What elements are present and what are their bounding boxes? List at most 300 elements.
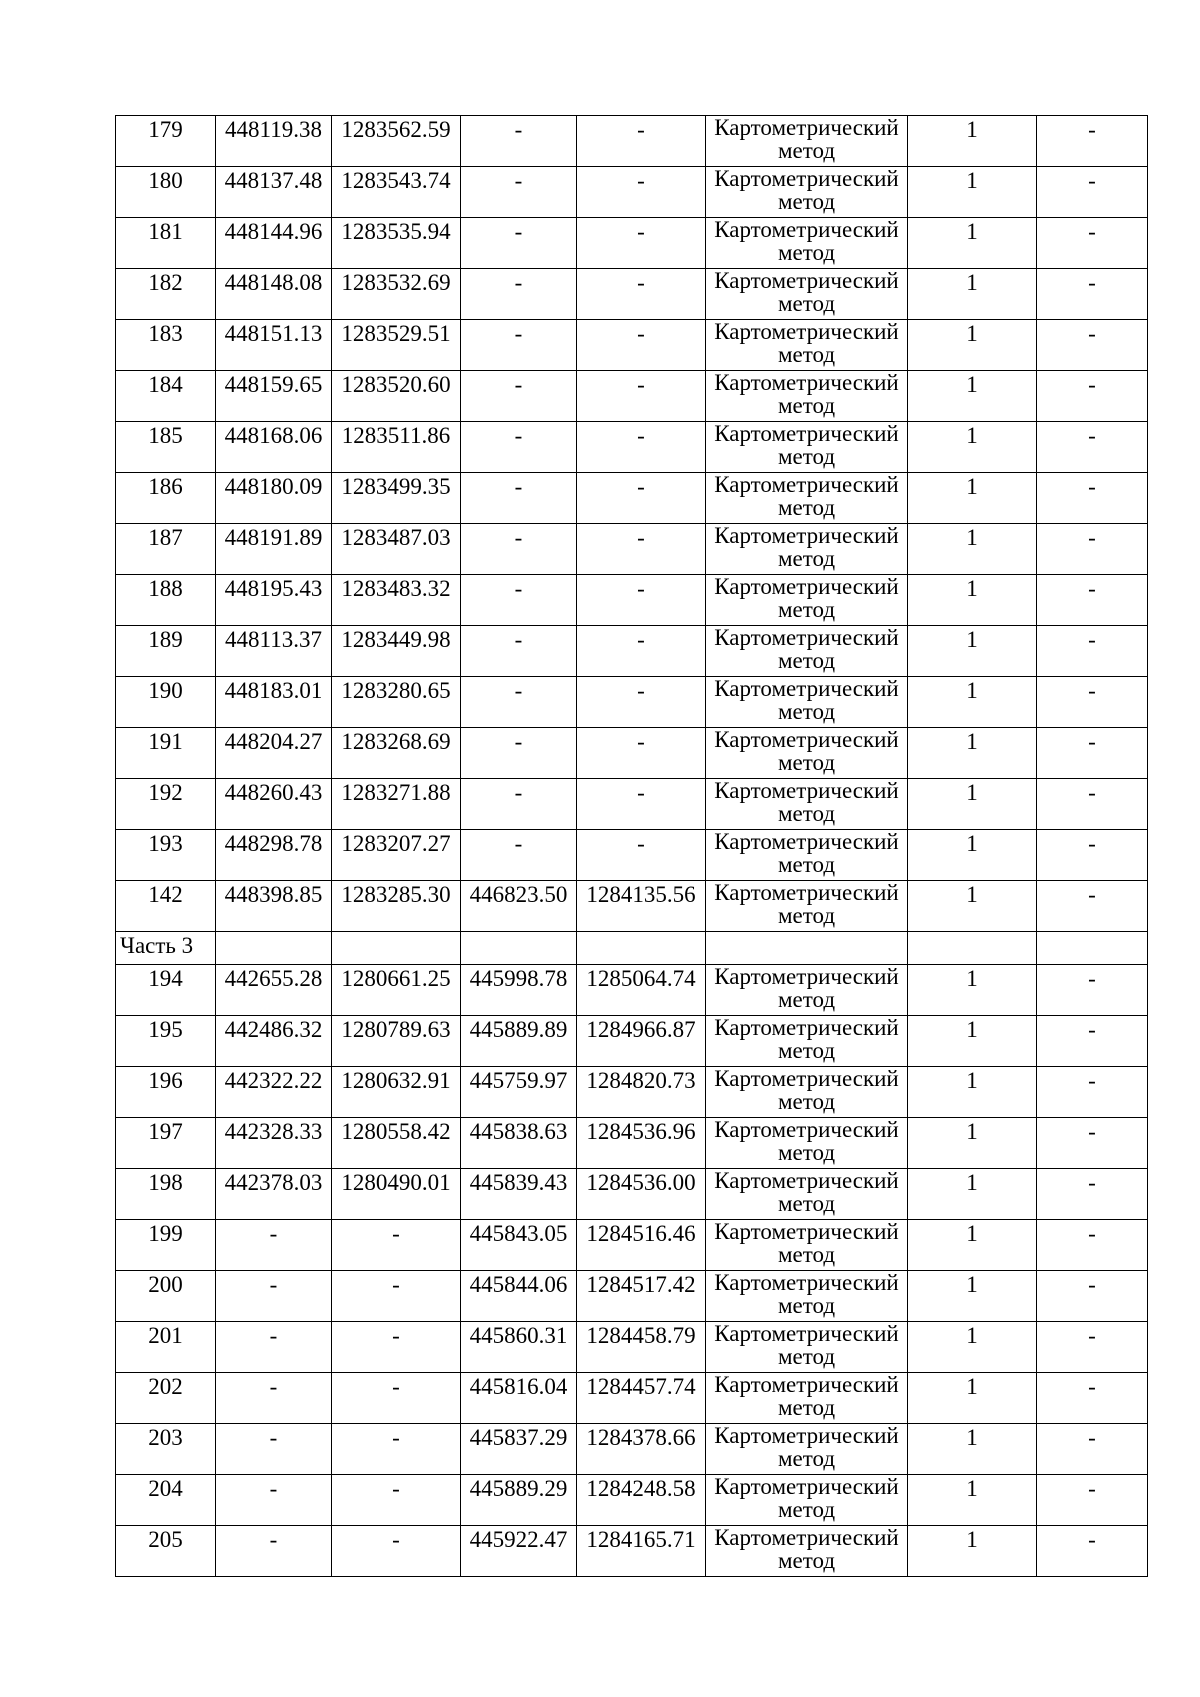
description-cell-text: - bbox=[1088, 627, 1096, 652]
existing-x-cell-text: - bbox=[269, 1221, 278, 1246]
method-cell-text: Картометрический метод bbox=[714, 115, 899, 163]
new-y-cell-text: 1284517.42 bbox=[586, 1272, 696, 1297]
existing-x-cell bbox=[216, 965, 332, 1016]
new-x-cell-text: 445838.63 bbox=[469, 1119, 568, 1144]
method-cell-text: Картометрический метод bbox=[714, 1015, 899, 1063]
method-cell bbox=[706, 728, 908, 779]
method-cell bbox=[706, 965, 908, 1016]
point-number-cell bbox=[116, 320, 216, 371]
description-cell-text: - bbox=[1088, 882, 1096, 907]
description-cell bbox=[1037, 575, 1148, 626]
new-x-cell bbox=[461, 269, 577, 320]
existing-y-cell bbox=[332, 320, 461, 371]
new-x-cell bbox=[461, 1118, 577, 1169]
existing-x-cell-text: 448204.27 bbox=[224, 729, 323, 754]
table-row bbox=[116, 677, 1148, 728]
new-y-cell-text: - bbox=[637, 525, 645, 550]
point-number-cell-text: 196 bbox=[148, 1068, 183, 1093]
new-x-cell-text: - bbox=[514, 423, 523, 448]
existing-y-cell-text: 1283271.88 bbox=[341, 780, 451, 805]
new-y-cell bbox=[577, 881, 706, 932]
new-x-cell bbox=[461, 1067, 577, 1118]
accuracy-cell-text: 1 bbox=[966, 678, 978, 703]
point-number-cell bbox=[116, 1271, 216, 1322]
accuracy-cell bbox=[908, 881, 1037, 932]
point-number-cell bbox=[116, 371, 216, 422]
existing-x-cell bbox=[216, 1169, 332, 1220]
new-x-cell-text: - bbox=[514, 372, 523, 397]
empty-cell bbox=[908, 932, 1037, 965]
existing-x-cell-text: 442486.32 bbox=[224, 1017, 323, 1042]
existing-x-cell-text: 448119.38 bbox=[225, 117, 322, 142]
point-number-cell bbox=[116, 218, 216, 269]
accuracy-cell bbox=[908, 965, 1037, 1016]
existing-x-cell bbox=[216, 830, 332, 881]
table-row bbox=[116, 218, 1148, 269]
new-y-cell-text: 1284966.87 bbox=[586, 1017, 696, 1042]
existing-y-cell bbox=[332, 473, 461, 524]
existing-x-cell-text: 448398.85 bbox=[224, 882, 323, 907]
new-x-cell-text: - bbox=[514, 474, 523, 499]
method-cell bbox=[706, 320, 908, 371]
point-number-cell-text: 192 bbox=[148, 780, 183, 805]
existing-y-cell-text: 1283562.59 bbox=[341, 117, 451, 142]
existing-y-cell-text: 1280558.42 bbox=[341, 1119, 451, 1144]
description-cell-text: - bbox=[1088, 1272, 1096, 1297]
existing-x-cell bbox=[216, 677, 332, 728]
point-number-cell-text: 200 bbox=[148, 1272, 183, 1297]
existing-y-cell-text: 1283449.98 bbox=[341, 627, 451, 652]
empty-cell bbox=[706, 932, 908, 965]
point-number-cell-text: 183 bbox=[148, 321, 183, 346]
new-x-cell-text: - bbox=[514, 168, 523, 193]
method-cell bbox=[706, 371, 908, 422]
point-number-cell bbox=[116, 473, 216, 524]
new-x-cell bbox=[461, 1373, 577, 1424]
description-cell-text: - bbox=[1088, 729, 1096, 754]
accuracy-cell bbox=[908, 320, 1037, 371]
method-cell-text: Картометрический метод bbox=[714, 217, 899, 265]
existing-x-cell-text: 448195.43 bbox=[224, 576, 323, 601]
existing-y-cell-text: 1283535.94 bbox=[341, 219, 451, 244]
new-y-cell-text: 1284457.74 bbox=[586, 1374, 696, 1399]
existing-x-cell-text: 448144.96 bbox=[224, 219, 323, 244]
existing-x-cell-text: 448168.06 bbox=[224, 423, 323, 448]
description-cell-text: - bbox=[1088, 219, 1096, 244]
method-cell-text: Картометрический метод bbox=[714, 829, 899, 877]
new-x-cell bbox=[461, 575, 577, 626]
method-cell-text: Картометрический метод bbox=[714, 727, 899, 775]
point-number-cell bbox=[116, 1118, 216, 1169]
point-number-cell bbox=[116, 881, 216, 932]
description-cell bbox=[1037, 830, 1148, 881]
new-y-cell bbox=[577, 524, 706, 575]
point-number-cell-text: 198 bbox=[148, 1170, 183, 1195]
table-row bbox=[116, 965, 1148, 1016]
description-cell bbox=[1037, 524, 1148, 575]
table-row bbox=[116, 1373, 1148, 1424]
new-x-cell bbox=[461, 677, 577, 728]
existing-y-cell-text: 1280632.91 bbox=[341, 1068, 451, 1093]
method-cell-text: Картометрический метод bbox=[714, 1168, 899, 1216]
accuracy-cell-text: 1 bbox=[966, 627, 978, 652]
accuracy-cell-text: 1 bbox=[966, 1119, 978, 1144]
method-cell bbox=[706, 779, 908, 830]
method-cell-text: Картометрический метод bbox=[714, 880, 899, 928]
accuracy-cell bbox=[908, 1118, 1037, 1169]
method-cell bbox=[706, 218, 908, 269]
accuracy-cell-text: 1 bbox=[966, 1374, 978, 1399]
method-cell-text: Картометрический метод bbox=[714, 268, 899, 316]
existing-y-cell bbox=[332, 1067, 461, 1118]
table-row bbox=[116, 1067, 1148, 1118]
point-number-cell-text: 187 bbox=[148, 525, 183, 550]
existing-y-cell bbox=[332, 1373, 461, 1424]
accuracy-cell bbox=[908, 524, 1037, 575]
existing-y-cell bbox=[332, 422, 461, 473]
new-x-cell bbox=[461, 320, 577, 371]
point-number-cell-text: 204 bbox=[148, 1476, 183, 1501]
description-cell bbox=[1037, 1118, 1148, 1169]
accuracy-cell-text: 1 bbox=[966, 1527, 978, 1552]
description-cell-text: - bbox=[1088, 1170, 1096, 1195]
accuracy-cell-text: 1 bbox=[966, 966, 978, 991]
description-cell bbox=[1037, 1016, 1148, 1067]
new-y-cell bbox=[577, 575, 706, 626]
method-cell bbox=[706, 626, 908, 677]
existing-y-cell-text: 1283268.69 bbox=[341, 729, 451, 754]
new-x-cell bbox=[461, 167, 577, 218]
new-x-cell bbox=[461, 1424, 577, 1475]
new-y-cell-text: - bbox=[637, 372, 645, 397]
table-row bbox=[116, 1169, 1148, 1220]
point-number-cell bbox=[116, 1475, 216, 1526]
new-y-cell bbox=[577, 1067, 706, 1118]
new-x-cell bbox=[461, 218, 577, 269]
point-number-cell-text: 181 bbox=[148, 219, 183, 244]
method-cell bbox=[706, 1424, 908, 1475]
accuracy-cell-text: 1 bbox=[966, 525, 978, 550]
new-y-cell-text: 1284458.79 bbox=[586, 1323, 696, 1348]
existing-x-cell-text: 442378.03 bbox=[224, 1170, 323, 1195]
accuracy-cell bbox=[908, 1526, 1037, 1577]
section-row bbox=[116, 932, 1148, 965]
new-x-cell-text: 445844.06 bbox=[469, 1272, 568, 1297]
table-row bbox=[116, 1271, 1148, 1322]
existing-y-cell-text: - bbox=[392, 1425, 400, 1450]
new-y-cell bbox=[577, 167, 706, 218]
new-x-cell bbox=[461, 1016, 577, 1067]
new-x-cell-text: 445998.78 bbox=[469, 966, 568, 991]
point-number-cell-text: 186 bbox=[148, 474, 183, 499]
existing-x-cell bbox=[216, 1475, 332, 1526]
new-x-cell bbox=[461, 524, 577, 575]
existing-x-cell bbox=[216, 1118, 332, 1169]
existing-x-cell bbox=[216, 320, 332, 371]
accuracy-cell bbox=[908, 779, 1037, 830]
point-number-cell-text: 195 bbox=[148, 1017, 183, 1042]
new-y-cell-text: 1284135.56 bbox=[586, 882, 696, 907]
existing-x-cell bbox=[216, 575, 332, 626]
accuracy-cell bbox=[908, 575, 1037, 626]
description-cell bbox=[1037, 728, 1148, 779]
new-x-cell bbox=[461, 1526, 577, 1577]
new-y-cell bbox=[577, 371, 706, 422]
new-y-cell bbox=[577, 116, 706, 167]
table-row bbox=[116, 422, 1148, 473]
new-x-cell bbox=[461, 830, 577, 881]
new-x-cell bbox=[461, 1271, 577, 1322]
new-y-cell bbox=[577, 1373, 706, 1424]
point-number-cell bbox=[116, 677, 216, 728]
point-number-cell-text: 182 bbox=[148, 270, 183, 295]
method-cell bbox=[706, 881, 908, 932]
accuracy-cell bbox=[908, 1424, 1037, 1475]
existing-y-cell-text: 1280490.01 bbox=[341, 1170, 451, 1195]
section-label-text: Часть 3 bbox=[120, 933, 194, 958]
new-y-cell-text: - bbox=[637, 831, 645, 856]
point-number-cell bbox=[116, 779, 216, 830]
description-cell-text: - bbox=[1088, 168, 1096, 193]
existing-x-cell-text: 448151.13 bbox=[224, 321, 323, 346]
description-cell-text: - bbox=[1088, 1425, 1096, 1450]
method-cell bbox=[706, 422, 908, 473]
description-cell-text: - bbox=[1088, 678, 1096, 703]
existing-y-cell-text: 1283285.30 bbox=[341, 882, 451, 907]
description-cell-text: - bbox=[1088, 831, 1096, 856]
empty-cell bbox=[216, 932, 332, 965]
existing-y-cell bbox=[332, 524, 461, 575]
description-cell bbox=[1037, 269, 1148, 320]
point-number-cell bbox=[116, 728, 216, 779]
description-cell bbox=[1037, 1169, 1148, 1220]
method-cell-text: Картометрический метод bbox=[714, 523, 899, 571]
description-cell bbox=[1037, 422, 1148, 473]
new-y-cell-text: 1284536.00 bbox=[586, 1170, 696, 1195]
coordinates-table bbox=[115, 115, 1148, 1577]
method-cell-text: Картометрический метод bbox=[714, 625, 899, 673]
accuracy-cell-text: 1 bbox=[966, 1272, 978, 1297]
description-cell-text: - bbox=[1088, 1476, 1096, 1501]
accuracy-cell bbox=[908, 830, 1037, 881]
table-row bbox=[116, 269, 1148, 320]
point-number-cell bbox=[116, 1067, 216, 1118]
new-x-cell-text: - bbox=[514, 117, 523, 142]
accuracy-cell-text: 1 bbox=[966, 1221, 978, 1246]
new-x-cell-text: - bbox=[514, 627, 523, 652]
section-label bbox=[116, 932, 216, 965]
description-cell bbox=[1037, 626, 1148, 677]
existing-y-cell-text: - bbox=[392, 1374, 400, 1399]
existing-y-cell-text: 1283543.74 bbox=[341, 168, 451, 193]
new-y-cell-text: - bbox=[637, 780, 645, 805]
new-x-cell bbox=[461, 779, 577, 830]
existing-y-cell bbox=[332, 1016, 461, 1067]
existing-x-cell bbox=[216, 218, 332, 269]
new-y-cell bbox=[577, 830, 706, 881]
point-number-cell bbox=[116, 1016, 216, 1067]
existing-y-cell bbox=[332, 881, 461, 932]
new-y-cell bbox=[577, 677, 706, 728]
table-row bbox=[116, 1526, 1148, 1577]
method-cell bbox=[706, 473, 908, 524]
accuracy-cell-text: 1 bbox=[966, 372, 978, 397]
description-cell bbox=[1037, 1373, 1148, 1424]
method-cell bbox=[706, 575, 908, 626]
point-number-cell bbox=[116, 1220, 216, 1271]
new-y-cell-text: 1284378.66 bbox=[586, 1425, 696, 1450]
description-cell bbox=[1037, 677, 1148, 728]
existing-x-cell bbox=[216, 473, 332, 524]
accuracy-cell bbox=[908, 1322, 1037, 1373]
point-number-cell bbox=[116, 167, 216, 218]
new-y-cell-text: - bbox=[637, 576, 645, 601]
new-y-cell bbox=[577, 1016, 706, 1067]
empty-cell bbox=[1037, 932, 1148, 965]
new-y-cell bbox=[577, 728, 706, 779]
description-cell bbox=[1037, 320, 1148, 371]
description-cell bbox=[1037, 1424, 1148, 1475]
new-y-cell bbox=[577, 1475, 706, 1526]
accuracy-cell bbox=[908, 1373, 1037, 1424]
accuracy-cell-text: 1 bbox=[966, 219, 978, 244]
existing-y-cell-text: 1280661.25 bbox=[341, 966, 451, 991]
point-number-cell bbox=[116, 1424, 216, 1475]
existing-x-cell bbox=[216, 116, 332, 167]
new-y-cell bbox=[577, 1424, 706, 1475]
method-cell bbox=[706, 1016, 908, 1067]
existing-y-cell-text: 1283511.86 bbox=[341, 423, 451, 448]
description-cell bbox=[1037, 1271, 1148, 1322]
description-cell-text: - bbox=[1088, 1374, 1096, 1399]
new-y-cell-text: - bbox=[637, 168, 645, 193]
method-cell bbox=[706, 1475, 908, 1526]
existing-y-cell bbox=[332, 116, 461, 167]
existing-x-cell bbox=[216, 1424, 332, 1475]
method-cell-text: Картометрический метод bbox=[714, 421, 899, 469]
method-cell-text: Картометрический метод bbox=[714, 1321, 899, 1369]
description-cell-text: - bbox=[1088, 117, 1096, 142]
accuracy-cell-text: 1 bbox=[966, 474, 978, 499]
point-number-cell-text: 199 bbox=[148, 1221, 183, 1246]
accuracy-cell bbox=[908, 269, 1037, 320]
table-row bbox=[116, 1118, 1148, 1169]
new-y-cell-text: - bbox=[637, 321, 645, 346]
existing-y-cell-text: 1280789.63 bbox=[341, 1017, 451, 1042]
existing-x-cell bbox=[216, 1373, 332, 1424]
accuracy-cell bbox=[908, 473, 1037, 524]
description-cell bbox=[1037, 1220, 1148, 1271]
method-cell bbox=[706, 1271, 908, 1322]
existing-x-cell-text: 448260.43 bbox=[224, 780, 323, 805]
point-number-cell-text: 180 bbox=[148, 168, 183, 193]
method-cell-text: Картометрический метод bbox=[714, 676, 899, 724]
description-cell bbox=[1037, 881, 1148, 932]
description-cell-text: - bbox=[1088, 525, 1096, 550]
accuracy-cell bbox=[908, 422, 1037, 473]
existing-y-cell-text: 1283520.60 bbox=[341, 372, 451, 397]
existing-x-cell-text: 442655.28 bbox=[224, 966, 323, 991]
new-y-cell bbox=[577, 1220, 706, 1271]
description-cell-text: - bbox=[1088, 423, 1096, 448]
empty-cell bbox=[461, 932, 577, 965]
table-row bbox=[116, 830, 1148, 881]
accuracy-cell-text: 1 bbox=[966, 321, 978, 346]
existing-y-cell bbox=[332, 1526, 461, 1577]
accuracy-cell bbox=[908, 167, 1037, 218]
accuracy-cell-text: 1 bbox=[966, 1323, 978, 1348]
description-cell-text: - bbox=[1088, 1119, 1096, 1144]
new-x-cell bbox=[461, 728, 577, 779]
point-number-cell bbox=[116, 1322, 216, 1373]
method-cell bbox=[706, 830, 908, 881]
table-row bbox=[116, 728, 1148, 779]
description-cell bbox=[1037, 473, 1148, 524]
existing-x-cell bbox=[216, 371, 332, 422]
table-row bbox=[116, 1475, 1148, 1526]
existing-y-cell-text: 1283499.35 bbox=[341, 474, 451, 499]
point-number-cell bbox=[116, 575, 216, 626]
new-x-cell-text: 446823.50 bbox=[469, 882, 568, 907]
empty-cell bbox=[577, 932, 706, 965]
point-number-cell-text: 185 bbox=[148, 423, 183, 448]
point-number-cell-text: 194 bbox=[148, 966, 183, 991]
new-x-cell-text: 445889.89 bbox=[469, 1017, 568, 1042]
table-row bbox=[116, 1016, 1148, 1067]
new-x-cell bbox=[461, 1475, 577, 1526]
accuracy-cell-text: 1 bbox=[966, 882, 978, 907]
accuracy-cell-text: 1 bbox=[966, 1425, 978, 1450]
point-number-cell-text: 189 bbox=[148, 627, 183, 652]
point-number-cell-text: 190 bbox=[148, 678, 183, 703]
existing-x-cell-text: - bbox=[269, 1323, 278, 1348]
existing-x-cell bbox=[216, 1016, 332, 1067]
new-y-cell bbox=[577, 1271, 706, 1322]
method-cell-text: Картометрический метод bbox=[714, 370, 899, 418]
description-cell bbox=[1037, 371, 1148, 422]
method-cell-text: Картометрический метод bbox=[714, 166, 899, 214]
new-x-cell-text: - bbox=[514, 576, 523, 601]
new-x-cell-text: 445839.43 bbox=[469, 1170, 568, 1195]
accuracy-cell-text: 1 bbox=[966, 168, 978, 193]
existing-x-cell-text: 448298.78 bbox=[224, 831, 323, 856]
description-cell bbox=[1037, 965, 1148, 1016]
new-y-cell-text: - bbox=[637, 474, 645, 499]
table-row bbox=[116, 167, 1148, 218]
existing-y-cell bbox=[332, 1271, 461, 1322]
method-cell-text: Картометрический метод bbox=[714, 1423, 899, 1471]
table-row bbox=[116, 779, 1148, 830]
new-y-cell-text: 1284516.46 bbox=[586, 1221, 696, 1246]
accuracy-cell bbox=[908, 1169, 1037, 1220]
method-cell-text: Картометрический метод bbox=[714, 964, 899, 1012]
existing-x-cell bbox=[216, 626, 332, 677]
new-x-cell-text: - bbox=[514, 729, 523, 754]
new-y-cell-text: 1285064.74 bbox=[586, 966, 696, 991]
new-x-cell bbox=[461, 422, 577, 473]
new-y-cell-text: - bbox=[637, 729, 645, 754]
description-cell bbox=[1037, 218, 1148, 269]
method-cell bbox=[706, 269, 908, 320]
table-row bbox=[116, 524, 1148, 575]
table-row bbox=[116, 371, 1148, 422]
new-x-cell-text: 445843.05 bbox=[469, 1221, 568, 1246]
method-cell bbox=[706, 524, 908, 575]
method-cell-text: Картометрический метод bbox=[714, 472, 899, 520]
description-cell bbox=[1037, 116, 1148, 167]
existing-x-cell-text: 448159.65 bbox=[224, 372, 323, 397]
accuracy-cell-text: 1 bbox=[966, 117, 978, 142]
